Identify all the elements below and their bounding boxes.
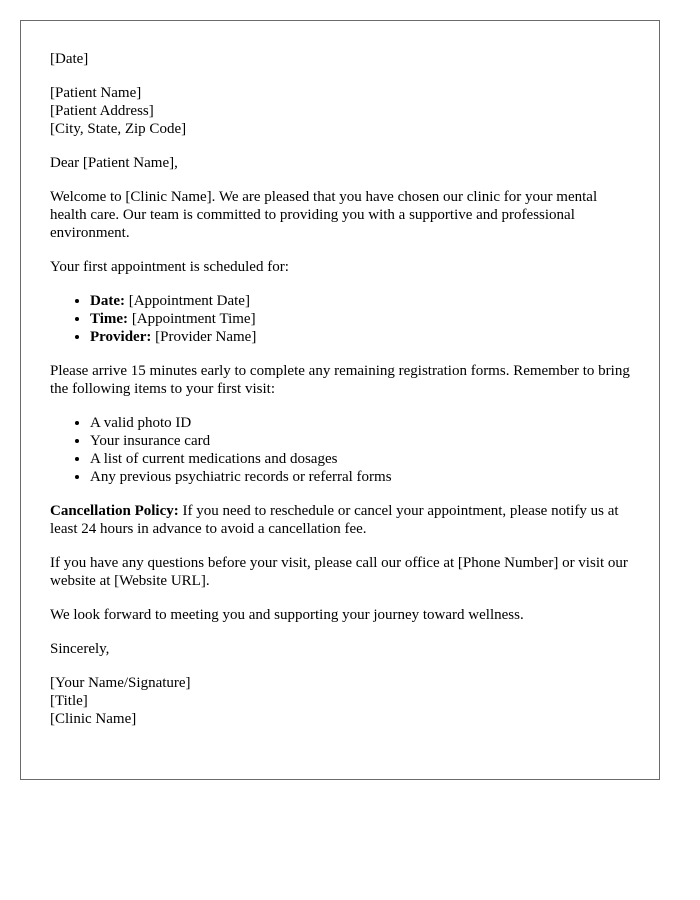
letter-date: [Date] xyxy=(50,51,89,67)
appointment-provider-item xyxy=(90,328,631,346)
signature-name: [Your Name/Signature] xyxy=(50,675,191,691)
questions-paragraph: If you have any questions before your visit, please call our office at [Phone Number] or visit our website at [Website URL]. xyxy=(50,555,628,589)
list-item: • A list of current medications and dosages xyxy=(90,450,631,468)
salutation: Dear [Patient Name], xyxy=(50,155,178,171)
items-list xyxy=(50,414,631,486)
closing-paragraph: We look forward to meeting you and supporting your journey toward wellness. xyxy=(50,607,524,623)
cancellation-paragraph xyxy=(50,502,631,538)
signature-block xyxy=(50,674,631,728)
signoff: Sincerely, xyxy=(50,641,110,657)
list-item: • Any previous psychiatric records or referral forms xyxy=(90,468,631,486)
recipient-city: [City, State, Zip Code] xyxy=(50,121,187,137)
list-item: • A valid photo ID xyxy=(90,414,631,432)
arrival-paragraph: Please arrive 15 minutes early to complete any remaining registration forms. Remember to bring the following items to your first visit: xyxy=(50,363,630,397)
recipient-street: [Patient Address] xyxy=(50,103,154,119)
appointment-provider-value: [Provider Name] xyxy=(151,329,257,345)
appointment-time-label: Time: xyxy=(90,311,129,327)
signature-title: [Title] xyxy=(50,693,88,709)
appointment-intro: Your first appointment is scheduled for: xyxy=(50,259,289,275)
signature-clinic: [Clinic Name] xyxy=(50,711,137,727)
appointment-time-value: [Appointment Time] xyxy=(128,311,256,327)
appointment-date-value: [Appointment Date] xyxy=(124,293,250,309)
intro-paragraph: Welcome to [Clinic Name]. We are pleased that you have chosen our clinic for your mental health care. Our team is committed to providing you with a supportive and professional environment. xyxy=(50,189,598,241)
recipient-address xyxy=(50,84,631,138)
list-item: • Your insurance card xyxy=(90,432,631,450)
appointment-date-label: Date: xyxy=(90,293,125,309)
cancellation-label: Cancellation Policy: xyxy=(50,503,179,519)
appointment-provider-label: Provider: xyxy=(90,329,152,345)
letter xyxy=(20,20,660,780)
cancellation-text: If you need to reschedule or cancel your appointment, please notify us at least 24 hours in advance to avoid a cancellation fee. xyxy=(50,503,619,537)
recipient-name: [Patient Name] xyxy=(50,85,142,101)
appointment-time-item xyxy=(90,310,631,328)
appointment-details xyxy=(50,292,631,346)
appointment-date-item xyxy=(90,292,631,310)
